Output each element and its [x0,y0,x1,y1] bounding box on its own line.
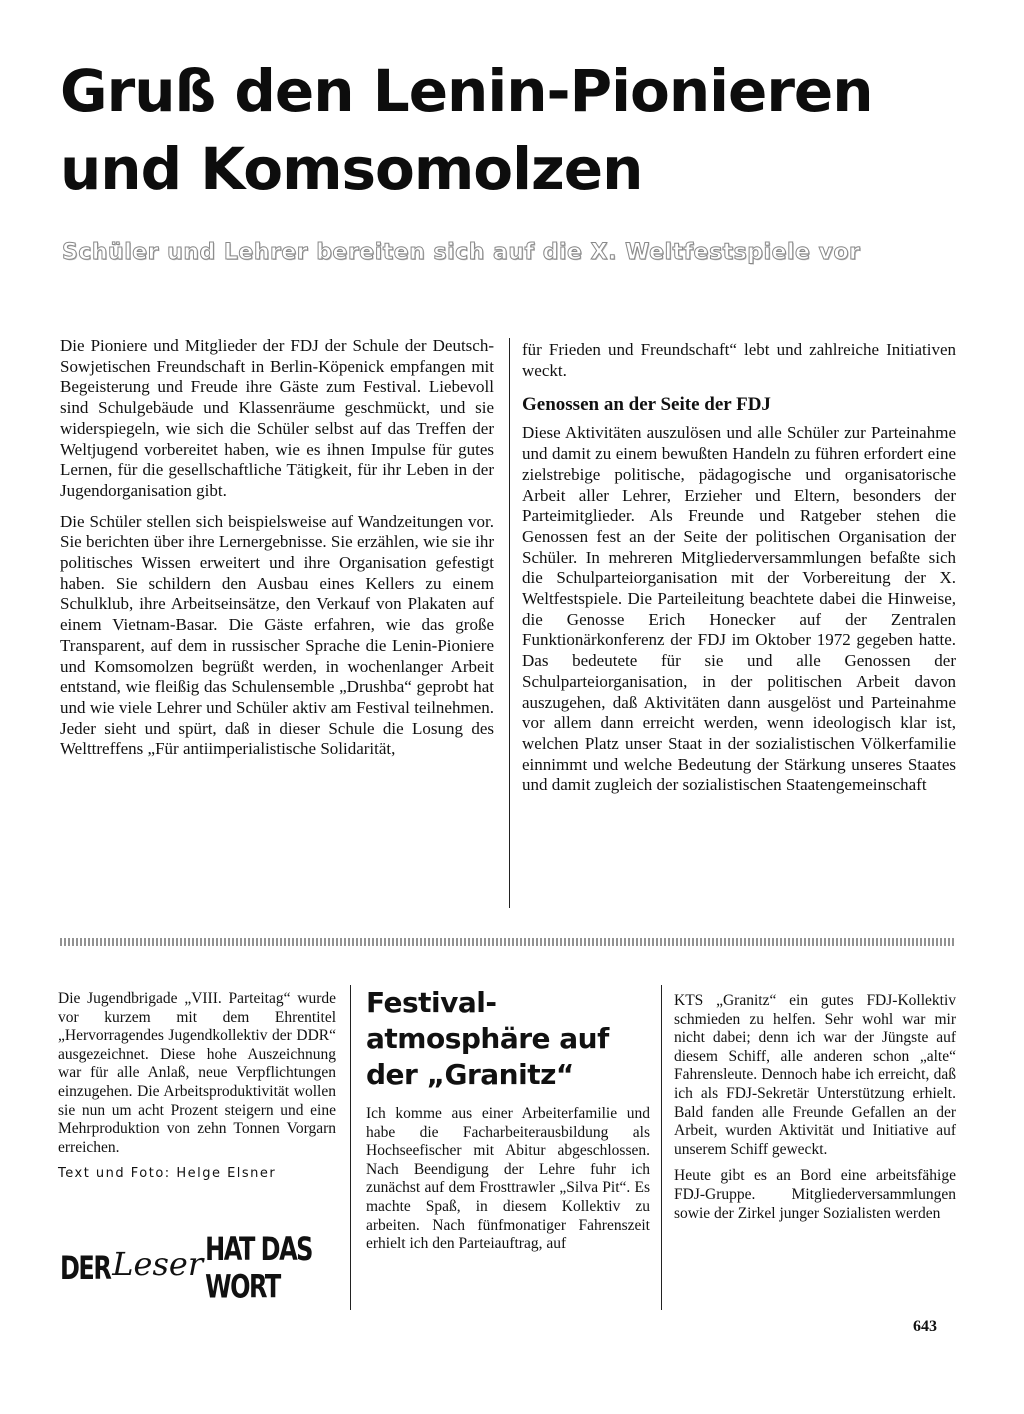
page-number: 643 [913,1318,937,1335]
article-paragraph: Die Schüler stellen sich beispielsweise auf Wandzeitungen vor. Sie berichten über ihre Lernergebnisse. Sie erzählen, wie sie ihr politisches Wissen erweitert und ihre Organisation gefestigt haben. Sie schildern den Ausbau eines Kellers zu einem Schulklub, ihre Arbeitseinsätze, den Verkauf von Plakaten auf einem Vietnam-Basar. Die Gäste erfahren, wie das große Transparent, auf dem in russischer Sprache die Lenin-Pioniere und Komsomolzen begrüßt werden, in wochenlanger Arbeit entstand, wie fleißig das Schulensemble „Drushba“ geprobt hat und wie viele Lehrer und Schüler aktiv am Festival teilnehmen. Jeder sieht und spürt, daß in dieser Schule die Losung des Welttreffens „Für antiimperialistische Solidarität, [60,511,494,759]
logo-text-right: HAT DAS WORT [205,1230,312,1306]
article-paragraph: Diese Aktivitäten auszulösen und alle Schüler zur Parteinahme und damit zu einem bewußten Handeln zu führen erfordert eine zielstrebige politische, pädagogische und organisatorische Arbeit aller Lehrer, Erzieher und Eltern, besonders der Parteimitglieder. Als Freunde und Ratgeber stehen die Genossen fest an der Seite der politischen Organisation der Schüler. In mehreren Mitgliederversammlungen befaßte sich die Schulparteiorganisation mit der Vorbereitung der X. Weltfestspiele. Die Parteileitung beachtete dabei die Hinweise, die Genosse Erich Honecker auf der Zentralen Funktionärkonferenz der FDJ im Oktober 1972 gegeben hatte. Das bedeutete für sie und alle Genossen der Schulparteiorganisation, in der politischen Arbeit davon auszugehen, daß Aktivitäten dann ausgelöst und Parteinahme vor allem dann erreicht werden, wenn ideologisch klar ist, welchen Platz unser Staat in der sozialistischen Völkerfamilie einnimmt und welche Bedeutung der Stärkung unseres Staates und damit zugleich der sozialistischen Staatengemeinschaft [522,423,956,795]
leser-logo [60,1230,340,1306]
festival-paragraph: Heute gibt es an Bord eine arbeitsfähige FDJ-Gruppe. Mitgliederversammlungen sowie der Zirkel junger Sozialisten werden [674,1167,956,1222]
brigade-text: Die Jugendbrigade „VIII. Parteitag“ wurde vor kurzem mit dem Ehrentitel „Hervorragendes Jugendkollektiv der DDR“ ausgezeichnet. Diese hohe Auszeichnung war für alle Anlaß, neue Verpflichtungen einzugehen. Die Arbeitsproduktivität wollen sie nun um acht Prozent steigern und eine Mehrproduktion von zehn Tonnen Vorgarn erreichen. [58,990,336,1156]
title-line-1: Gruß den Lenin-Pionieren [60,57,873,125]
column-divider [350,985,351,1310]
festival-paragraph: Ich komme aus einer Arbeiterfamilie und habe die Facharbeiterausbildung als Hochseefischer mit Abitur abgeschlossen. Nach Beendigung der Lehre fuhr ich zunächst auf dem Frosttrawler „Silva Pit“. Es machte Spaß, in diesem Kollektiv zu arbeiten. Nach fünfmonatiger Fahrenszeit erhielt ich den Parteiauftrag, auf [366,1105,650,1253]
brigade-column [58,990,336,1184]
page-title [60,52,1000,208]
festival-column [366,985,650,1254]
festival-heading [366,985,650,1093]
logo-script: Leser [112,1245,204,1283]
article-left-column [60,336,494,760]
festival-heading-line: Festival- [366,986,497,1019]
festival-paragraph: KTS „Granitz“ ein gutes FDJ-Kollektiv schmieden zu helfen. Sehr wohl war mir nicht dabei; denn ich war der Jüngste auf diesem Schiff, alle anderen schon „alte“ Fahrensleute. Dennoch habe ich erreicht, daß ich als FDJ-Sekretär Unterstützung erhielt. Bald fanden alle Freunde Gefallen an der Arbeit, wurden Aktivität und Initiative auf unserem Schiff geweckt. [674,992,956,1158]
article-paragraph: Die Pioniere und Mitglieder der FDJ der Schule der Deutsch-Sowjetischen Freundschaft in Berlin-Köpenick empfangen mit Begeisterung und Freude ihre Gäste zum Festival. Liebevoll sind Schulgebäude und Klassenräume geschmückt, und sie widerspiegeln, wie sich die Schüler selbst auf das Treffen der Weltjugend vorbereitet haben, wie es ihnen Impulse für gutes Lernen, für die gesellschaftliche Tätigkeit, für ihr Leben in der Jugendorganisation gibt. [60,336,494,500]
photo-credit: Text und Foto: Helge Elsner [58,1166,277,1182]
subtitle: Schüler und Lehrer bereiten sich auf die X. Weltfestspiele vor [62,240,861,265]
article-right-column [522,340,956,796]
festival-text [366,1105,650,1254]
section-heading: Genossen an der Seite der FDJ [522,394,771,416]
article-paragraph: für Frieden und Freundschaft“ lebt und zahlreiche Initiativen weckt. [522,340,956,380]
column-divider [509,338,510,908]
festival-heading-line: atmosphäre auf [366,1022,609,1055]
festival-right-column [674,992,956,1223]
column-divider [661,985,662,1310]
title-line-2: und Komsomolzen [60,135,643,203]
festival-heading-line: der „Granitz“ [366,1058,574,1091]
logo-text-left: DER [60,1249,111,1287]
section-divider [60,938,955,946]
